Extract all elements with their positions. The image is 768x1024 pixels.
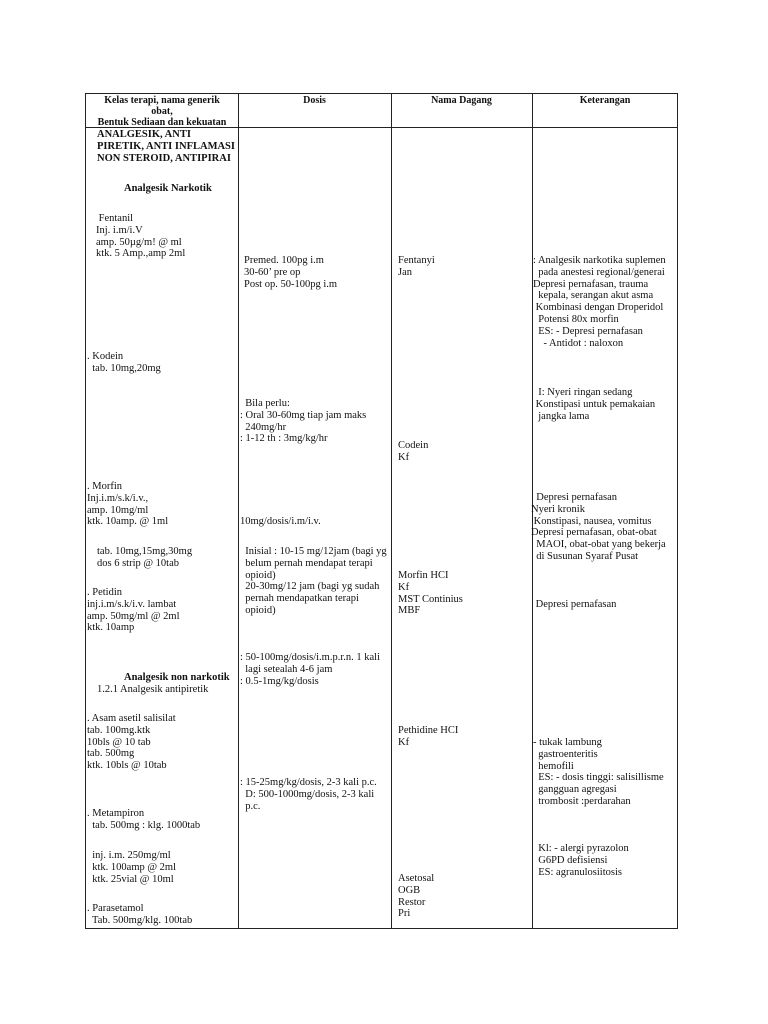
- keterangan-petidin: Depresi pernafasan: [533, 599, 617, 610]
- keterangan-metampiron: Kl: - alergi pyrazolon G6PD defisiensi ES: agranulosiitosis: [533, 843, 629, 878]
- dosis-kodein: Bila perlu: : Oral 30-60mg tiap jam maks 240mg/hr : 1-12 th : 3mg/kg/hr: [240, 398, 367, 445]
- header-col-keterangan: Keterangan: [579, 95, 631, 106]
- brand-petidin: Pethidine HCI Kf: [398, 725, 459, 748]
- column-divider: [238, 94, 239, 928]
- dosis-petidin: : 50-100mg/dosis/i.m.p.r.n. 1 kali lagi setealah 4-6 jam : 0.5-1mg/kg/dosis: [240, 652, 381, 687]
- heading-analgesik-non-narkotik: Analgesik non narkotik: [124, 672, 230, 683]
- drug-metampiron: . Metampiron tab. 500mg : klg. 1000tab: [87, 808, 201, 831]
- drug-metampiron-inj: inj. i.m. 250mg/ml ktk. 100amp @ 2ml ktk. 25vial @ 10ml: [87, 850, 176, 885]
- dosis-asetosal: : 15-25mg/kg/dosis, 2-3 kali p.c. D: 500-1000mg/dosis, 2-3 kali p.c.: [240, 777, 377, 812]
- drug-asam-asetil-salisilat: . Asam asetil salisilat tab. 100mg.ktk 10bls @ 10 tab tab. 500mg ktk. 10bls @ 10tab: [87, 713, 176, 772]
- dosis-morfin-inj: 10mg/dosis/i.m/i.v.: [240, 516, 321, 527]
- keterangan-fentanil: : Analgesik narkotika suplemen pada anestesi regional/generai Depresi pernafasan, trauma kepala, serangan akut asma Kombinasi dengan Droperidol Potensi 80x morfin ES: - Depresi pernafasan - Antidot : naloxon: [533, 255, 666, 349]
- header-col-nama-dagang: Nama Dagang: [431, 95, 492, 106]
- subheading-antipiretik: 1.2.1 Analgesik antipiretik: [97, 684, 209, 695]
- keterangan-asetosal: - tukak lambung gastroenteritis hemofili ES: - dosis tinggi: salisillisme gangguan agregasi trombosit :perdarahan: [533, 737, 664, 807]
- dosis-morfin-tab: Inisial : 10-15 mg/12jam (bagi yg belum pernah mendapat terapi opioid) 20-30mg/12 jam (bagi yg sudah pernah mendapatkan terapi opioid): [240, 546, 387, 616]
- drug-kodein: . Kodein tab. 10mg,20mg: [87, 351, 161, 374]
- keterangan-kodein: I: Nyeri ringan sedang Konstipasi untuk pemakaian jangka lama: [533, 387, 656, 422]
- column-divider: [391, 94, 392, 928]
- header-col-generic: Kelas terapi, nama generik obat, Bentuk Sediaan dan kekuatan: [97, 95, 227, 128]
- keterangan-morfin: Depresi pernafasan Nyeri kronik Konstipasi, nausea, vomitus Depresi pernafasan, obat-obat MAOI, obat-obat yang bekerja di Susunan Syaraf Pusat: [531, 492, 666, 562]
- dosis-fentanil: Premed. 100pg i.m 30-60’ pre op Post op. 50-100pg i.m: [244, 255, 338, 290]
- header-col-dosis: Dosis: [303, 95, 326, 106]
- drug-morfin: . Morfin Inj.i.m/s.k/i.v., amp. 10mg/ml ktk. 10amp. @ 1ml: [87, 481, 169, 528]
- brand-asetosal: Asetosal OGB Restor Pri: [398, 873, 435, 920]
- drug-parasetamol: . Parasetamol Tab. 500mg/klg. 100tab: [87, 903, 193, 926]
- brand-fentanil: Fentanyi Jan: [398, 255, 435, 278]
- brand-morfin: Morfin HCI Kf MST Continius MBF: [398, 570, 463, 617]
- brand-kodein: Codein Kf: [398, 440, 429, 463]
- drug-petidin: . Petidin inj.i.m/s.k/i.v. lambat amp. 50mg/ml @ 2ml ktk. 10amp: [87, 587, 180, 634]
- section-title: ANALGESIK, ANTI PIRETIK, ANTI INFLAMASI NON STEROID, ANTIPIRAI: [97, 129, 235, 164]
- drug-fentanil: Fentanil Inj. i.m/i.V amp. 50µg/m! @ ml ktk. 5 Amp.,amp 2ml: [96, 213, 186, 260]
- heading-analgesik-narkotik: Analgesik Narkotik: [124, 183, 212, 194]
- drug-morfin-tablet: tab. 10mg,15mg,30mg dos 6 strip @ 10tab: [97, 546, 193, 569]
